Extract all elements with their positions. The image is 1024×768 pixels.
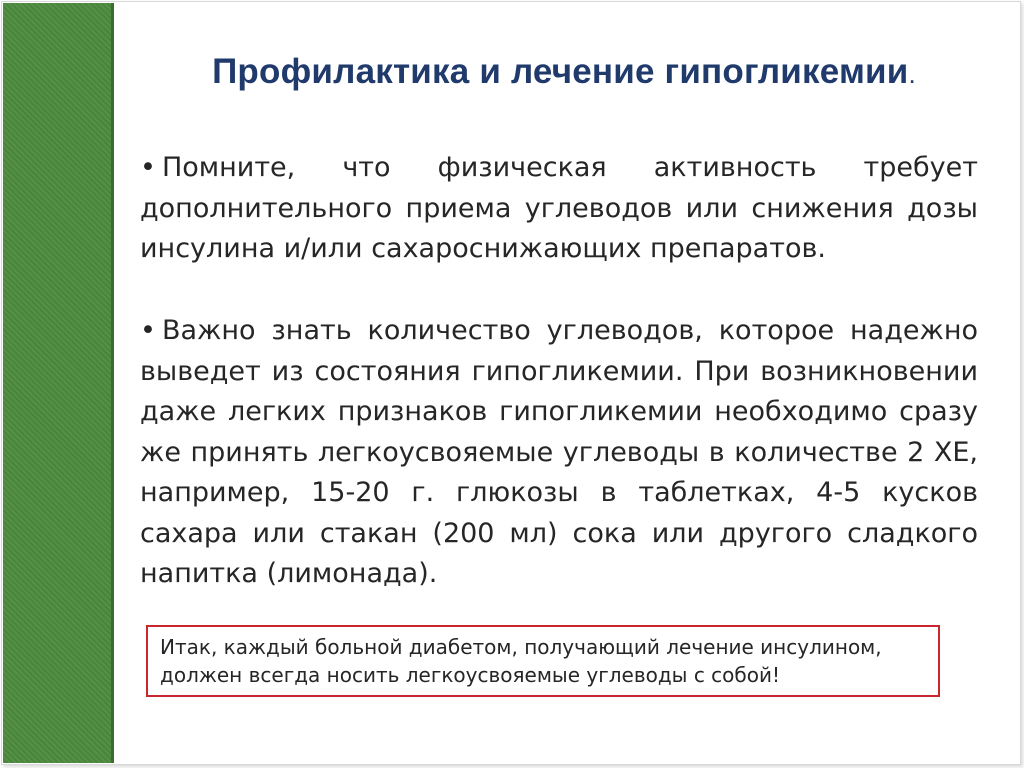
note-box (146, 625, 940, 697)
note-text: Итак, каждый больной диабетом, получающий лечение инсулином, должен всегда носить легкоусвояемые углеводы с собой! (160, 635, 882, 687)
bullet-paragraph-1 (140, 148, 978, 270)
paragraph-2-text: Важно знать количество углеводов, которое надежно выведет из состояния гипогликемии. При возникновении даже легких признаков гипогликемии необходимо сразу же принять легкоусвояемые углеводы в количестве 2 ХЕ, например, 15-20 г. глюкозы в таблетках, 4-5 кусков сахара или стакан (200 мл) сока или другого сладкого напитка (лимонада). (140, 315, 978, 589)
bullet-paragraph-2 (140, 311, 978, 595)
title-period: . (908, 59, 916, 89)
paragraph-1-text: Помните, что физическая активность требует дополнительного приема углеводов или снижения дозы инсулина и/или сахароснижающих препаратов. (140, 152, 978, 264)
bullet-icon: • (140, 315, 156, 346)
slide-title (112, 52, 1016, 92)
title-text: Профилактика и лечение гипогликемии (212, 52, 909, 91)
bullet-icon: • (140, 152, 156, 183)
green-side-bar (3, 3, 114, 763)
